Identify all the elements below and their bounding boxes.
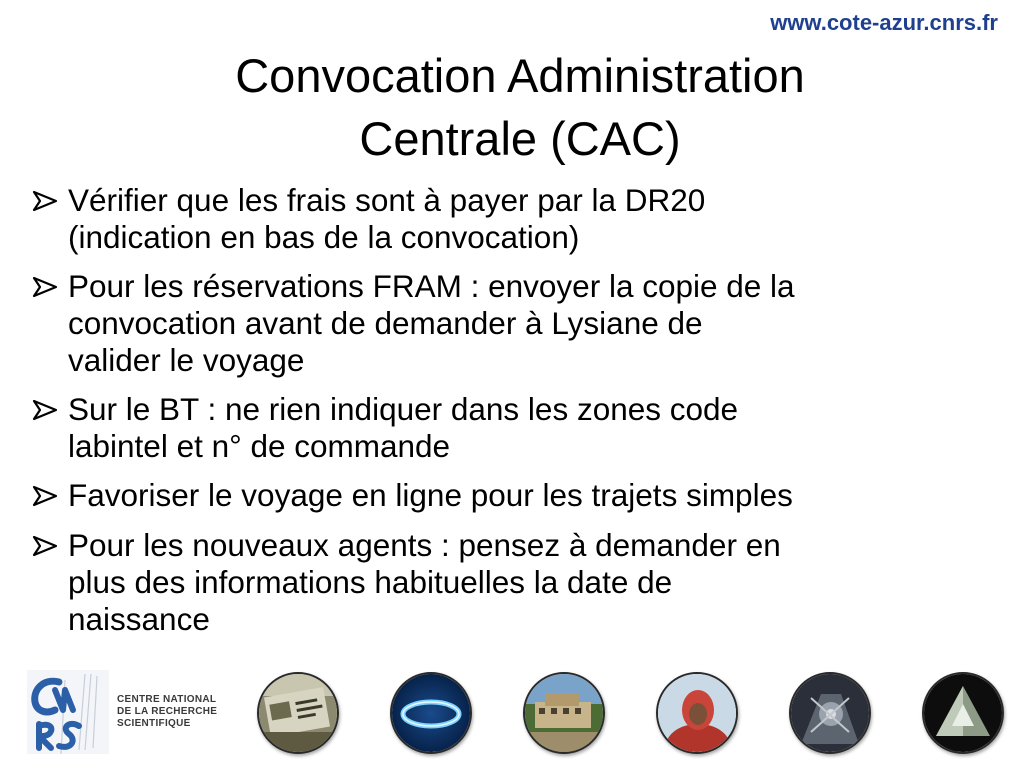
arrow-bullet-icon bbox=[32, 182, 68, 220]
arrow-bullet-icon bbox=[32, 391, 68, 429]
bullet-text-line: (indication en bas de la convocation) bbox=[68, 219, 580, 255]
cnrs-logo-text bbox=[117, 694, 217, 730]
bullet-text-line: Favoriser le voyage en ligne pour les trajets simples bbox=[68, 477, 793, 513]
bullet-text-line: Sur le BT : ne rien indiquer dans les zones code bbox=[68, 391, 739, 427]
bullet-text-line: valider le voyage bbox=[68, 342, 305, 378]
photo-building-sign bbox=[257, 672, 339, 754]
logo-text-line: DE LA RECHERCHE bbox=[117, 706, 218, 717]
photo-crystal bbox=[922, 672, 1004, 754]
bullet-text-line: Vérifier que les frais sont à payer par la DR20 bbox=[68, 182, 706, 218]
bullet-text-line: naissance bbox=[68, 601, 210, 637]
title-line-1: Convocation Administration bbox=[235, 49, 805, 102]
site-url[interactable]: www.cote-azur.cnrs.fr bbox=[770, 10, 998, 35]
photo-lab-equipment bbox=[789, 672, 871, 754]
logo-text-line: SCIENTIFIQUE bbox=[117, 718, 191, 729]
cnrs-logo bbox=[25, 668, 220, 756]
title-line-2: Centrale (CAC) bbox=[359, 112, 681, 165]
cnrs-logo-mark bbox=[25, 668, 111, 756]
photo-blue-ring bbox=[390, 672, 472, 754]
bullet-item bbox=[32, 527, 1017, 638]
bullet-text-line: plus des informations habituelles la date de bbox=[68, 564, 673, 600]
bullet-item bbox=[32, 477, 1017, 515]
bullet-item bbox=[32, 391, 1017, 465]
arrow-bullet-icon bbox=[32, 268, 68, 306]
bullet-text-line: convocation avant de demander à Lysiane de bbox=[68, 305, 703, 341]
bullet-text-line: Pour les nouveaux agents : pensez à demander en bbox=[68, 527, 781, 563]
bullet-item bbox=[32, 182, 1017, 256]
bullet-list bbox=[32, 182, 1017, 650]
bullet-item bbox=[32, 268, 1017, 379]
photo-building bbox=[523, 672, 605, 754]
photo-person bbox=[656, 672, 738, 754]
slide-title bbox=[0, 44, 1024, 170]
arrow-bullet-icon bbox=[32, 527, 68, 565]
bullet-text-line: Pour les réservations FRAM : envoyer la copie de la bbox=[68, 268, 795, 304]
footer-banner bbox=[25, 668, 1005, 758]
bullet-text-line: labintel et n° de commande bbox=[68, 428, 451, 464]
arrow-bullet-icon bbox=[32, 477, 68, 515]
logo-text-line: CENTRE NATIONAL bbox=[117, 694, 217, 705]
